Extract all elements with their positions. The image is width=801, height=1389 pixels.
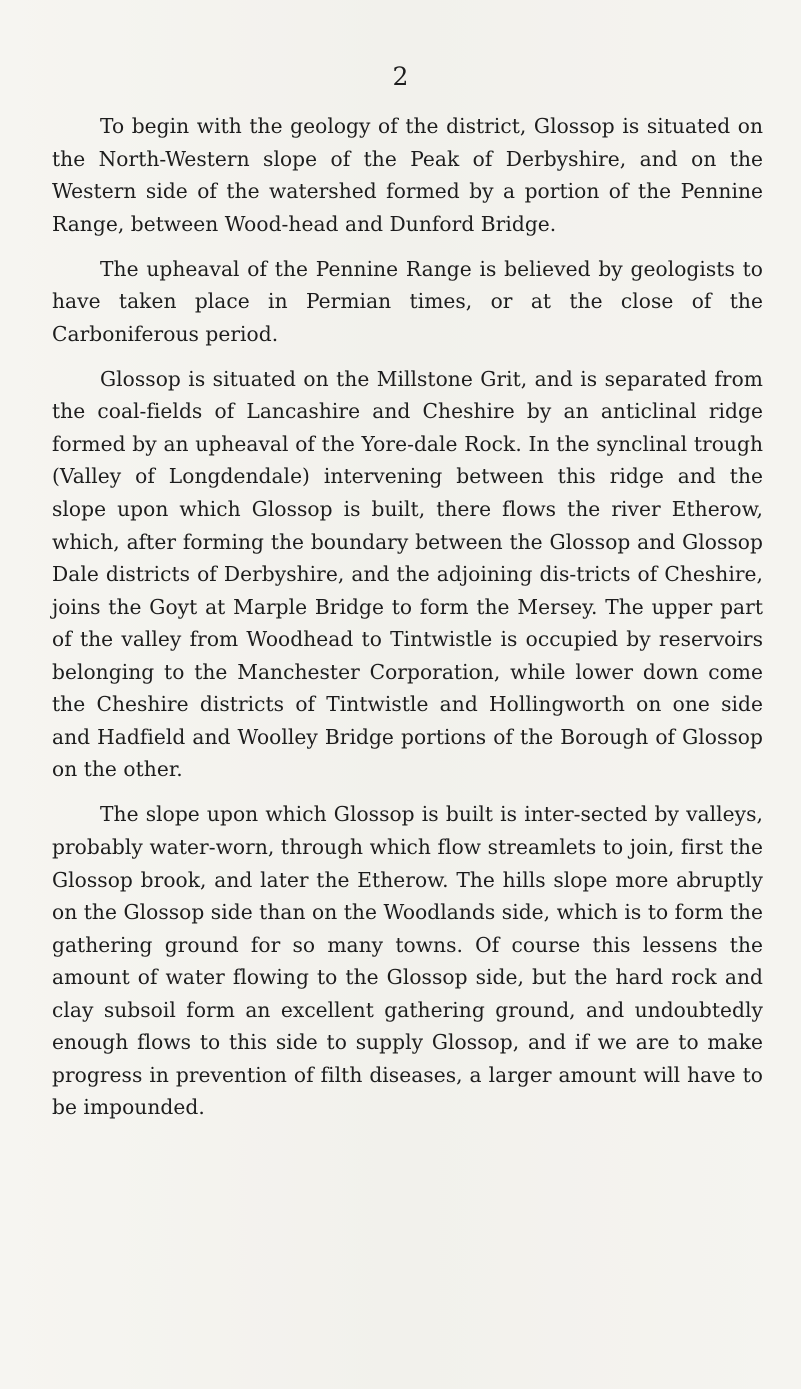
- paragraph-millstone-grit: Glossop is situated on the Millstone Grit, and is separated from the coal-fields of Lancashire and Cheshire by an anticlinal ridge formed by an upheaval of the Yore-dale Rock. In the synclinal trough (Valley of Longdendale) intervening between this ridge and the slope upon which Glossop is built, there flows the river Etherow, which, after forming the boundary between the Glossop and Glossop Dale districts of Derbyshire, and the adjoining dis-tricts of Cheshire, joins the Goyt at Marple Bridge to form the Mersey. The upper part of the valley from Woodhead to Tintwistle is occupied by reservoirs belonging to the Manchester Corporation, while lower down come the Cheshire districts of Tintwistle and Hollingworth on one side and Hadfield and Woolley Bridge portions of the Borough of Glossop on the other.: [52, 366, 763, 782]
- body-text: [52, 110, 763, 1136]
- page-number: 2: [392, 62, 409, 91]
- paragraph-slope-valleys: The slope upon which Glossop is built is inter-sected by valleys, probably water-worn, through which flow streamlets to join, first the Glossop brook, and later the Etherow. The hills slope more abruptly on the Glossop side than on the Woodlands side, which is to form the gathering ground for so many towns. Of course this lessens the amount of water flowing to the Glossop side, but the hard rock and clay subsoil form an excellent gathering ground, and undoubtedly enough flows to this side to supply Glossop, and if we are to make progress in prevention of filth diseases, a larger amount will have to be impounded.: [52, 802, 763, 1120]
- paragraph-geology-intro: To begin with the geology of the district, Glossop is situated on the North-Western slope of the Peak of Derbyshire, and on the Western side of the watershed formed by a portion of the Pennine Range, between Wood-head and Dunford Bridge.: [52, 114, 763, 236]
- paragraph-pennine-upheaval: The upheaval of the Pennine Range is believed by geologists to have taken place in Permian times, or at the close of the Carboniferous period.: [52, 256, 763, 346]
